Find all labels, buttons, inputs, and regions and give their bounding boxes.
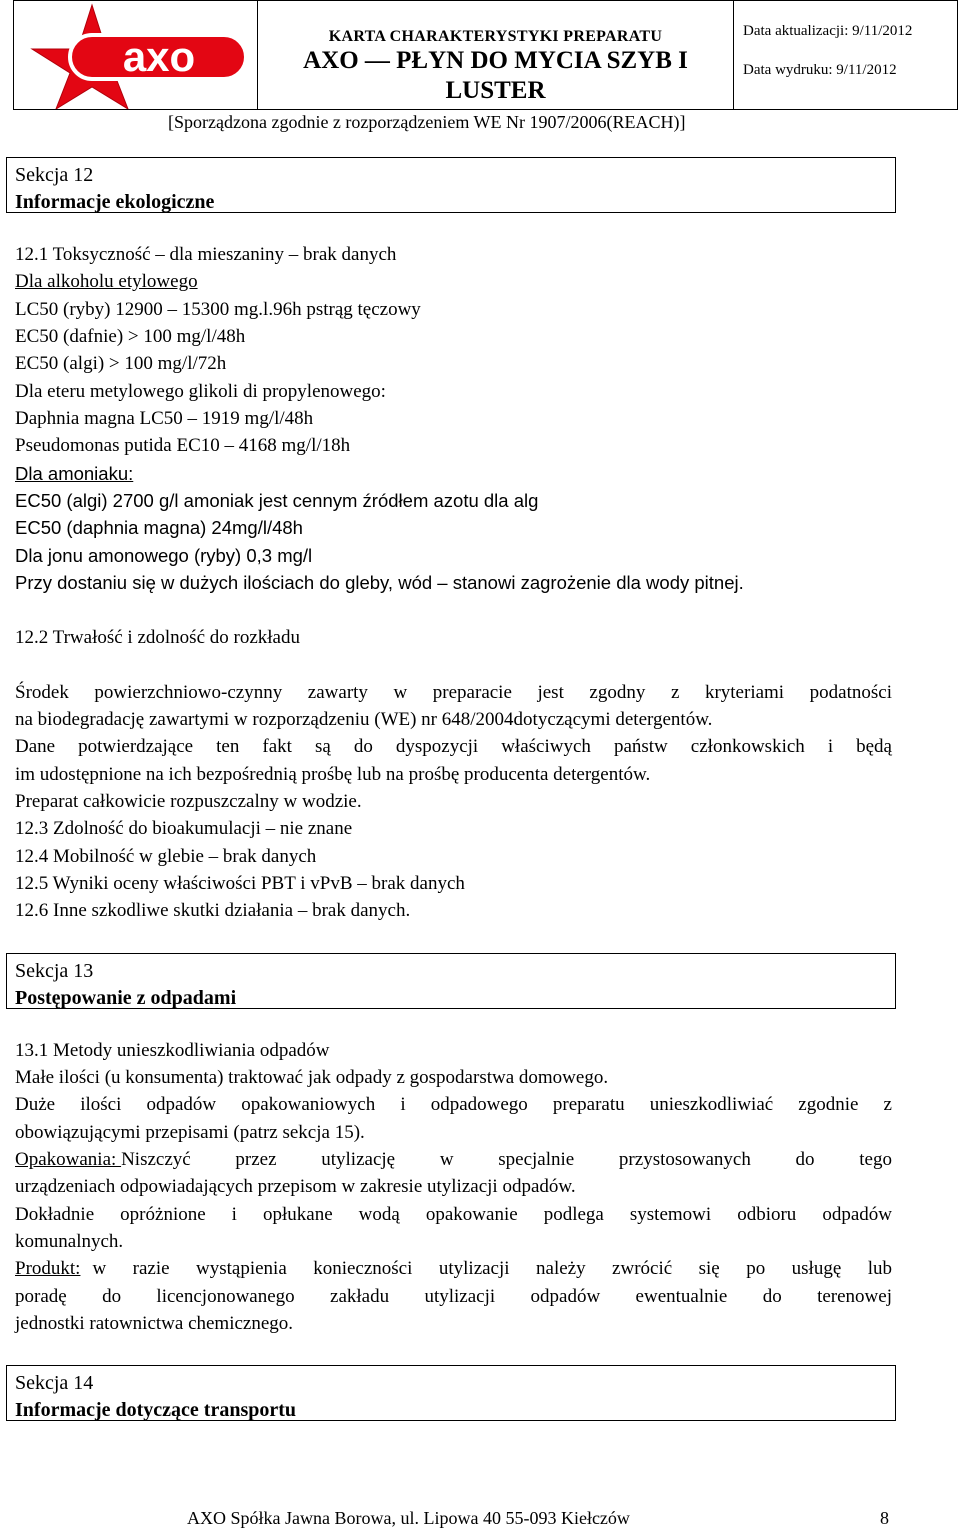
text-line: EC50 (daphnia magna) 24mg/l/48h	[15, 517, 303, 538]
print-date: Data wydruku: 9/11/2012	[743, 62, 897, 78]
dates-cell	[734, 1, 957, 109]
page-number: 8	[880, 1508, 889, 1528]
text-line: EC50 (algi) 2700 g/l amoniak jest cennym źródłem azotu dla alg	[15, 490, 539, 511]
section-number: Sekcja 13	[15, 960, 94, 982]
packaging-wrapper	[15, 1146, 892, 1173]
section-title: Informacje dotyczące transportu	[15, 1399, 297, 1421]
section-number: Sekcja 12	[15, 164, 94, 186]
regulation-note: [Sporządzona zgodnie z rozporządzeniem WE Nr 1907/2006(REACH)]	[168, 112, 686, 132]
text-line: 12.1 Toksyczność – dla mieszaniny – brak danych	[15, 244, 397, 265]
text-line: komunalnych.	[15, 1231, 124, 1252]
paragraph-line: 12.3 Zdolność do bioakumulacji – nie znane	[15, 818, 353, 839]
section-12-header	[6, 157, 896, 213]
section-13-header	[6, 953, 896, 1009]
text-line: Daphnia magna LC50 – 1919 mg/l/48h	[15, 408, 314, 429]
text-line: Przy dostaniu się w dużych ilościach do gleby, wód – stanowi zagrożenie dla wody pitnej.	[15, 572, 744, 593]
document-header	[13, 0, 958, 110]
product-label: Produkt:	[15, 1258, 81, 1279]
section-title: Postępowanie z odpadami	[15, 987, 237, 1009]
text-line: Dla jonu amonowego (ryby) 0,3 mg/l	[15, 545, 313, 566]
update-date: Data aktualizacji: 9/11/2012	[743, 23, 913, 39]
paragraph-line: na biodegradację zawartymi w rozporządzeniu (WE) nr 648/2004dotyczącymi detergentów.	[15, 709, 713, 730]
logo-text: axo	[122, 33, 196, 80]
product-name-line1: AXO — PŁYN DO MYCIA SZYB I	[303, 47, 688, 74]
paragraph-line: Środek powierzchniowo-czynny zawarty w preparacie jest zgodny z kryteriami podatności	[15, 682, 892, 703]
text-line: Małe ilości (u konsumenta) traktować jak odpady z gospodarstwa domowego.	[15, 1067, 609, 1088]
text-line: Duże ilości odpadów opakowaniowych i odpadowego preparatu unieszkodliwiać zgodnie z	[15, 1094, 892, 1115]
title-cell	[258, 1, 734, 109]
paragraph-line: Preparat całkowicie rozpuszczalny w wodzie.	[15, 791, 362, 812]
logo-cell	[14, 1, 258, 109]
text-line: 13.1 Metody unieszkodliwiania odpadów	[15, 1040, 330, 1061]
text-line: jednostki ratownictwa chemicznego.	[15, 1313, 294, 1334]
product-line	[15, 1255, 892, 1282]
section-number: Sekcja 14	[15, 1372, 94, 1394]
text-line: Dla alkoholu etylowego	[15, 271, 198, 292]
text-line: 12.2 Trwałość i zdolność do rozkładu	[15, 627, 300, 648]
section-title: Informacje ekologiczne	[15, 191, 215, 213]
footer-company: AXO Spółka Jawna Borowa, ul. Lipowa 40 55-093 Kiełczów	[187, 1508, 630, 1528]
packaging-line	[15, 1146, 892, 1173]
section-14-header	[6, 1365, 896, 1421]
product-text: w razie wystąpienia konieczności utylizacji należy zwrócić się po usługę lub	[92, 1258, 892, 1279]
paragraph-line: 12.6 Inne szkodliwe skutki działania – brak danych.	[15, 900, 411, 921]
paragraph-line: 12.5 Wyniki oceny właściwości PBT i vPvB – brak danych	[15, 873, 465, 894]
text-line: poradę do licencjonowanego zakładu utylizacji odpadów ewentualnie do terenowej	[15, 1286, 892, 1307]
paragraph-line: im udostępnione na ich bezpośrednią prośbę lub na prośbę producenta detergentów.	[15, 764, 651, 785]
paragraph-line: Dane potwierdzające ten fakt są do dyspozycji właściwych państw członkowskich i będą	[15, 736, 892, 757]
text-line: EC50 (algi) > 100 mg/l/72h	[15, 353, 227, 374]
text-line: Pseudomonas putida EC10 – 4168 mg/l/18h	[15, 435, 351, 456]
packaging-label: Opakowania:	[15, 1149, 122, 1170]
axo-logo	[14, 1, 256, 109]
text-line: Dla eteru metylowego glikoli di propylenowego:	[15, 381, 386, 402]
packaging-text: Niszczyć przez utylizację w specjalnie przystosowanych do tego	[121, 1149, 892, 1170]
text-line: EC50 (dafnie) > 100 mg/l/48h	[15, 326, 246, 347]
text-line: LC50 (ryby) 12900 – 15300 mg.l.96h pstrąg tęczowy	[15, 299, 421, 320]
text-line: Dla amoniaku:	[15, 463, 134, 484]
card-title: KARTA CHARAKTERYSTYKI PREPARATU	[328, 28, 663, 45]
paragraph-line: 12.4 Mobilność w glebie – brak danych	[15, 846, 317, 867]
text-line: urządzeniach odpowiadających przepisom w zakresie utylizacji odpadów.	[15, 1176, 576, 1197]
text-line: Dokładnie opróżnione i opłukane wodą opakowanie podlega systemowi odbioru odpadów	[15, 1204, 892, 1225]
product-name-line2: LUSTER	[445, 77, 546, 104]
text-line: obowiązującymi przepisami (patrz sekcja 15).	[15, 1122, 365, 1143]
